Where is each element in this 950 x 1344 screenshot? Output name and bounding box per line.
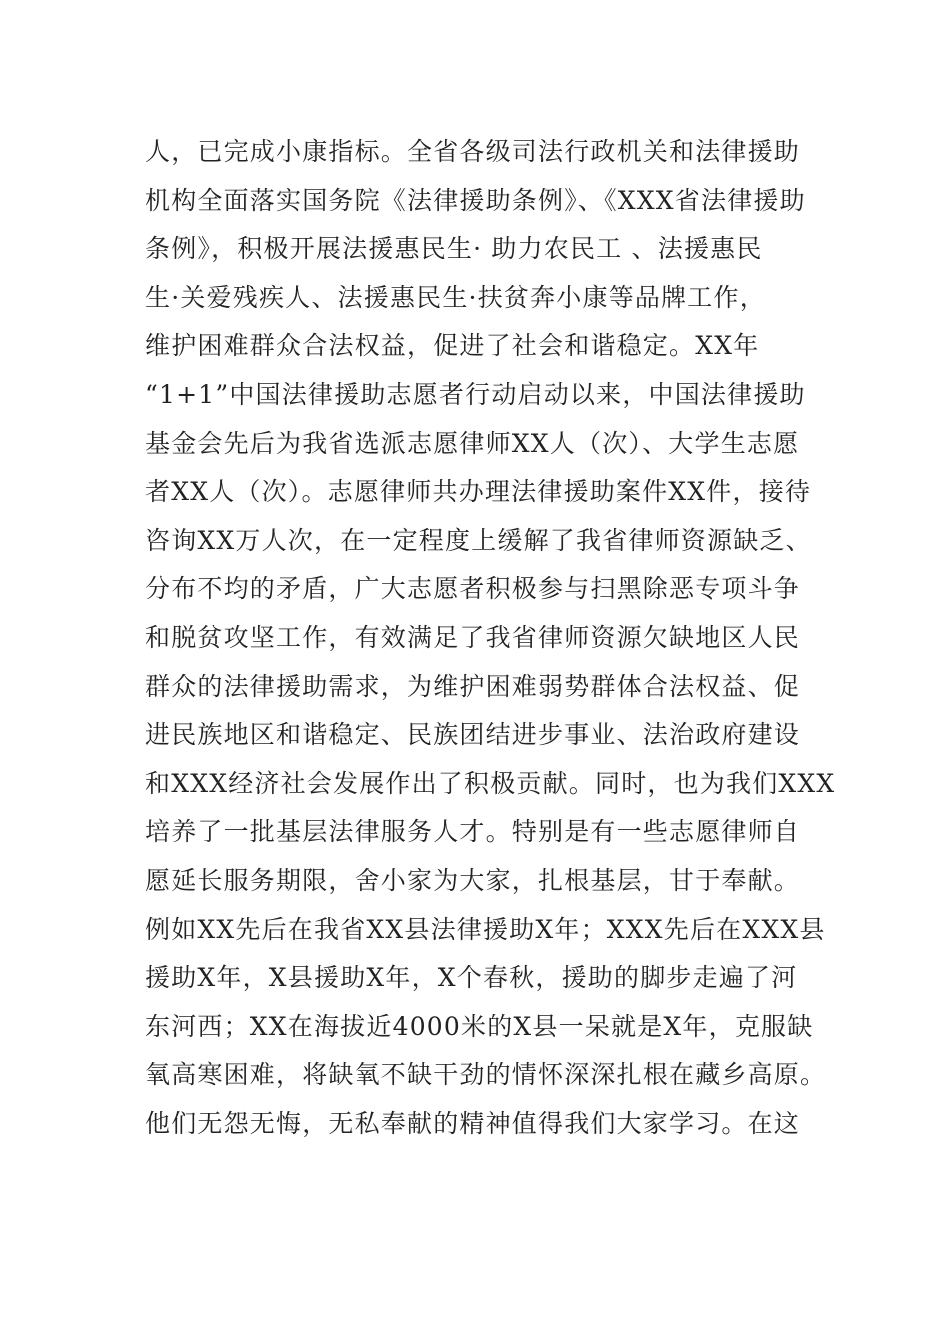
- text-line: “1+1”中国法律援助志愿者行动启动以来，中国法律援助: [145, 379, 806, 409]
- text-line: 和脱贫攻坚工作，有效满足了我省律师资源欠缺地区人民: [145, 622, 801, 652]
- text-line: 氧高寒困难，将缺氧不缺干劲的情怀深深扎根在藏乡高原。: [145, 1060, 827, 1090]
- text-line: 维护困难群众合法权益，促进了社会和谐稳定。XX年: [145, 331, 760, 361]
- text-line: 机构全面落实国务院《法律援助条例》、《XXX省法律援助: [145, 185, 806, 215]
- text-line: 咨询XX万人次，在一定程度上缓解了我省律师资源缺乏、: [145, 525, 812, 555]
- text-line: 分布不均的矛盾，广大志愿者积极参与扫黑除恶专项斗争: [145, 574, 801, 604]
- text-line: 援助X年，X县援助X年，X个春秋，援助的脚步走遍了河: [145, 963, 798, 993]
- text-line: 和XXX经济社会发展作出了积极贡献。同时，也为我们XXX: [145, 768, 836, 798]
- text-line: 基金会先后为我省选派志愿律师XX人（次）、大学生志愿: [145, 428, 800, 458]
- text-line: 者XX人（次）。志愿律师共办理法律援助案件XX件，接待: [145, 477, 812, 507]
- text-line: 人，已完成小康指标。全省各级司法行政机关和法律援助: [145, 137, 801, 166]
- text-line: 培养了一批基层法律服务人才。特别是有一些志愿律师自: [145, 817, 801, 847]
- text-line: 进民族地区和谐稳定、民族团结进步事业、法治政府建设: [145, 720, 801, 750]
- body-text: [145, 128, 836, 1148]
- text-line: 条例》，积极开展法援惠民生· 助力农民工 、法援惠民: [145, 234, 763, 264]
- text-line: 例如XX先后在我省XX县法律援助X年；XXX先后在XXX县: [145, 914, 826, 944]
- text-line: 生·关爱残疾人、法援惠民生·扶贫奔小康等品牌工作，: [145, 282, 766, 312]
- text-line: 东河西；XX在海拔近4000米的X县一呆就是X年，克服缺: [145, 1011, 814, 1041]
- text-line: 愿延长服务期限，舍小家为大家，扎根基层，甘于奉献。: [145, 865, 801, 895]
- text-line: 群众的法律援助需求，为维护困难弱势群体合法权益、促: [145, 671, 801, 701]
- text-line: 他们无怨无悔，无私奉献的精神值得我们大家学习。在这: [145, 1108, 801, 1138]
